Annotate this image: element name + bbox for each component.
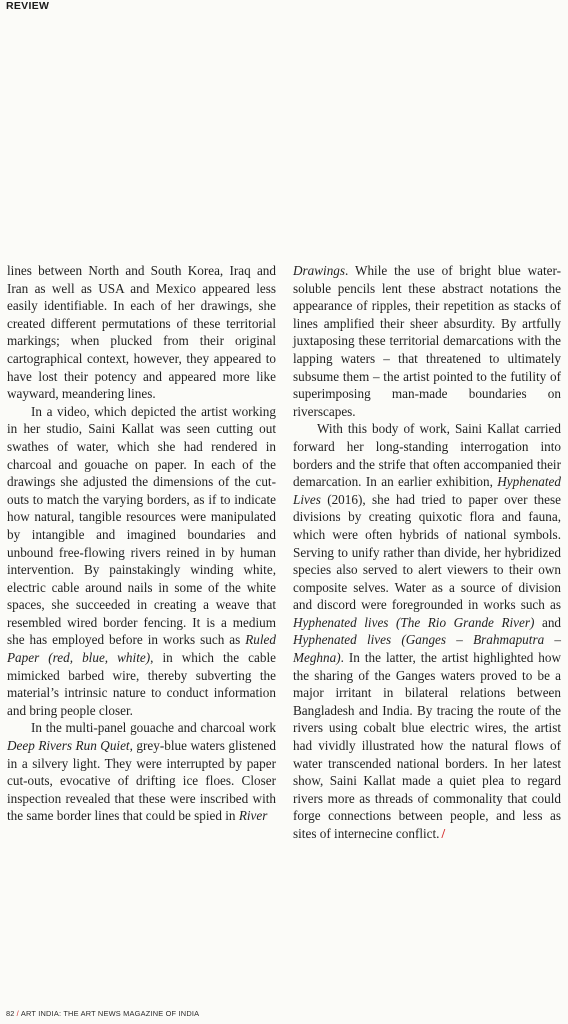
footer-separator: / (16, 1009, 19, 1018)
artwork-title: Deep Rivers Run Quiet (7, 738, 130, 754)
text-run: , in which the cable mimicked barbed wire, thereby subverting the material’s intrinsic nature to conduct information and bring people closer. (7, 650, 276, 718)
artwork-title: River (238, 808, 268, 824)
paragraph (293, 420, 561, 842)
artwork-title: Drawings (293, 263, 346, 278)
page-footer (6, 1009, 199, 1018)
paragraph (7, 719, 276, 825)
paragraph (7, 262, 276, 403)
publication-name: ART INDIA: THE ART NEWS MAGAZINE OF INDIA (20, 1009, 200, 1018)
text-run: (2016), she had tried to paper over these divisions by creating quixotic flora and fauna, which were often hybrids of national symbols. Serving to unify rather than divide, her hybridized species also served to alert viewers to their own composite selves. Water as a source of division and discord were foregrounded in works such as (293, 491, 561, 613)
artwork-title: Ruled Paper (red, blue, white) (7, 632, 276, 666)
paragraph (293, 262, 561, 420)
text-run: With this body of work, Saini Kallat carried forward her long-standing interrogation into borders and the strife that often accompanied their demarcation. In an earlier exhibition, (293, 421, 561, 490)
text-run: and (534, 614, 562, 630)
artwork-title: Hyphenated lives (The Rio Grande River) (293, 614, 535, 630)
article-column-left (7, 262, 276, 825)
article-column-right (293, 262, 561, 843)
section-label: REVIEW (6, 0, 50, 12)
paragraph (7, 403, 276, 720)
text-run: In a video, which depicted the artist working in her studio, Saini Kallat was seen cutting out swathes of water, which she had rendered in charcoal and gouache on paper. In each of the drawings she adjusted the dimensions of the cut-outs to match the varying borders, as if to indicate how natural, tangible resources were manipulated by intangible and imagined boundaries and unbound free-flowing rivers reined in by human intervention. By painstakingly winding white, electric cable around nails in some of the white spaces, she succeeded in creating a weave that resembled wired border fencing. It is a medium she has employed before in works such as (7, 403, 276, 648)
text-run: lines between North and South Korea, Iraq and Iran as well as USA and Mexico appeared less easily identifiable. In each of her drawings, she created different permutations of these territorial markings; when plucked from their original cartographical context, however, they appeared to have lost their potency and appeared more like wayward, meandering lines. (7, 263, 276, 402)
artwork-title: Hyphenated lives (Ganges – Brahmaputra – Meghna) (293, 632, 561, 666)
page-number: 82 (6, 1009, 15, 1018)
article-end-mark: / (441, 826, 446, 841)
text-run: . In the latter, the artist highlighted how the sharing of the Ganges waters proved to be a major irritant in bilateral relations between Bangladesh and India. By tracing the route of the rivers using cobalt blue electric wires, the artist had vividly illustrated how the natural flows of water transcended national borders. In her latest show, Saini Kallat made a quiet plea to regard rivers more as threads of commonality that could forge connections between people, and less as sites of internecine conflict. (293, 650, 561, 841)
text-run: In the multi-panel gouache and charcoal work (31, 720, 276, 736)
exhibition-title: Hyphenated Lives (293, 474, 561, 507)
text-run: , grey-blue waters glistened in a silvery light. They were interrupted by paper cut-outs, evocative of drifting ice floes. Closer inspection revealed that these were inscribed with the same border lines that could be spied in (7, 738, 277, 824)
text-run: . While the use of bright blue water-soluble pencils lent these abstract notations the appearance of ripples, their repetition as stacks of lines amplified their sheer absurdity. By artfully juxtaposing these territorial demarcations with the lapping waters – that threatened to ultimately subsume them – the artist pointed to the futility of superimposing man-made boundaries on riverscapes. (293, 263, 561, 419)
